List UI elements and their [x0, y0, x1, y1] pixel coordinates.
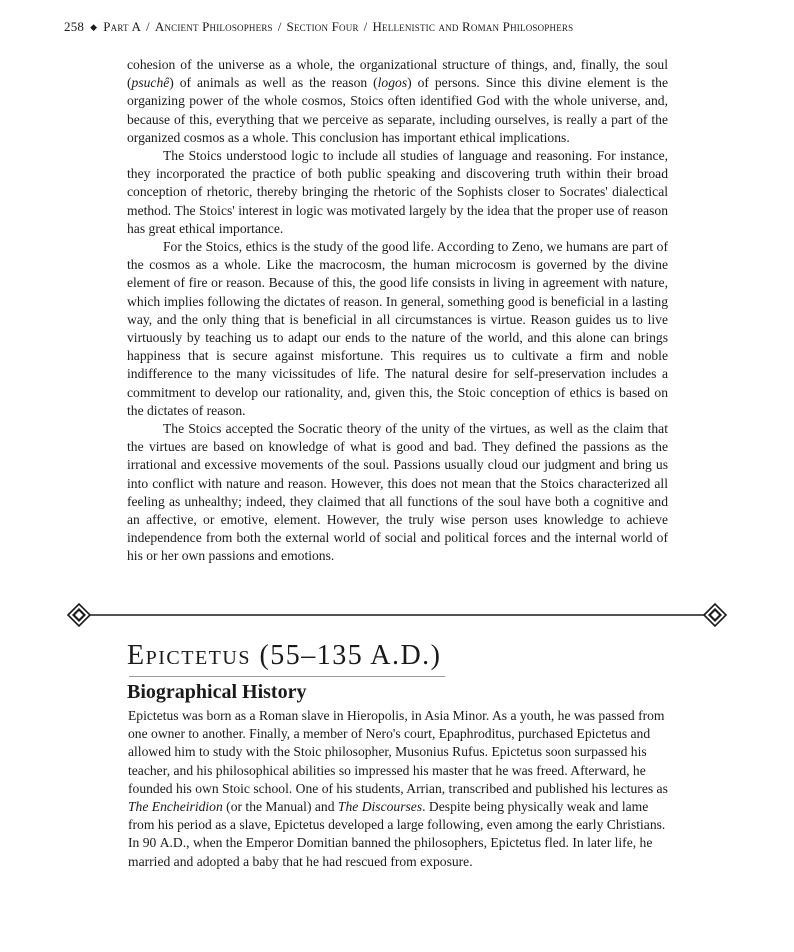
- text-run: (or the Manual) and: [222, 799, 338, 815]
- paragraph-4: The Stoics accepted the Socratic theory of the unity of the virtues, as well as the claim that the virtues are based on knowledge of what is good and bad. They defined the passions as the irrational and excessive movements of the soul. Passions usually cloud our judgment and bring us into conflict with nature and reason. However, this does not mean that the Stoics characterized all feeling as unhealthy; indeed, they claimed that all functions of the soul have both a cognitive and an affective, or emotive, element. However, the truly wise person uses knowledge to achieve independence from both the external world of social and political forces and the internal world of his or her own passions and emotions.: [127, 421, 668, 564]
- title-underline: [129, 676, 445, 677]
- paragraph-3: For the Stoics, ethics is the study of the good life. According to Zeno, we humans are part of the cosmos as a whole. Like the macrocosm, the human microcosm is governed by the divine element of fire or reason. Because of this, the good life consists in living in agreement with nature, which implies following the dictates of reason. In general, something good is beneficial in a lasting way, and the only thing that is beneficial in all circumstances is virtue. Reason guides us to live virtuously by teaching us to adapt our ends to the nature of the world, and this alone can brings happiness that is secure against misfortune. This requires us to cultivate a firm and noble indifference to the many vicissitudes of life. The natural desire for self-preservation includes a commitment to develop our rationality, and, given this, the Stoic conception of ethics is based on the dictates of reason.: [127, 239, 668, 418]
- text-run: , when the Emperor Domitian banned the philosophers, Epictetus fled. In later life, he married and adopted a baby that he had rescued from exposure.: [128, 835, 653, 869]
- italic-term: logos: [377, 75, 408, 91]
- book-title: The Encheiridion: [128, 799, 223, 815]
- biography-text: [128, 707, 674, 871]
- page-number: 258: [64, 19, 85, 34]
- italic-term: psuchê: [131, 75, 170, 91]
- paragraph-2: The Stoics understood logic to include all studies of language and reasoning. For instance, they incorporated the practice of both public speaking and discovering truth within their broad conception of rhetoric, thereby bringing the rhetoric of the Sophists closer to Socrates' dialectical method. The Stoics' interest in logic was motivated largely by the idea that the proper use of reason has great ethical importance.: [127, 148, 668, 236]
- body-text: [127, 56, 668, 566]
- part-label: Part A: [103, 19, 142, 34]
- separator-slash: /: [277, 19, 282, 34]
- text-run: ) of animals as well as the reason (: [169, 75, 378, 91]
- era-abbreviation: A.D.: [159, 835, 187, 851]
- subheading: Biographical History: [127, 681, 307, 703]
- text-run: cohesion of the universe as a whole, the organizational structure of things, and, finally, the soul (: [127, 57, 668, 91]
- running-head: [64, 19, 704, 35]
- part-title: Ancient Philosophers: [154, 19, 273, 34]
- section-heading: Hellenistic and Roman Philosophers: [372, 19, 574, 34]
- book-title: The Discourses: [337, 799, 423, 815]
- right-diamond-ornament-icon: [704, 604, 726, 626]
- text-run: Epictetus was born as a Roman slave in Hieropolis, in Asia Minor. As a youth, he was passed from one owner to another. Finally, a member of Nero's court, Epaphroditus, purchased Epictetus and allowed him to study with the Stoic philosopher, Musonius Rufus. Epictetus soon surpassed his teacher, and his philosophical abilities so impressed his master that he was freed. Afterward, he founded his own Stoic school. One of his students, Arrian, transcribed and published his lectures as: [128, 708, 668, 796]
- section-label: Section Four: [286, 19, 359, 34]
- separator-slash: /: [363, 19, 368, 34]
- biography-paragraph: [128, 707, 674, 871]
- left-diamond-ornament-icon: [68, 604, 90, 626]
- text-run: ) of persons. Since this divine element is the organizing power of the whole cosmos, Stoics often identified God with the whole universe, and, because of this, everything that we perceive as separate, including ourselves, is really a part of the organized cosmos as a whole. This conclusion has important ethical implications.: [127, 75, 668, 145]
- diamond-bullet-icon: ◆: [90, 22, 98, 32]
- separator-slash: /: [146, 19, 150, 34]
- section-title-text: Epictetus (55–135 A.D.): [127, 640, 442, 671]
- section-title: [127, 638, 687, 674]
- section-divider: [66, 602, 728, 628]
- paragraph-1: [127, 56, 668, 147]
- text-run: . Despite being physically weak and lame from his period as a slave, Epictetus developed a large following, even among the early Christians. In 90: [128, 799, 666, 851]
